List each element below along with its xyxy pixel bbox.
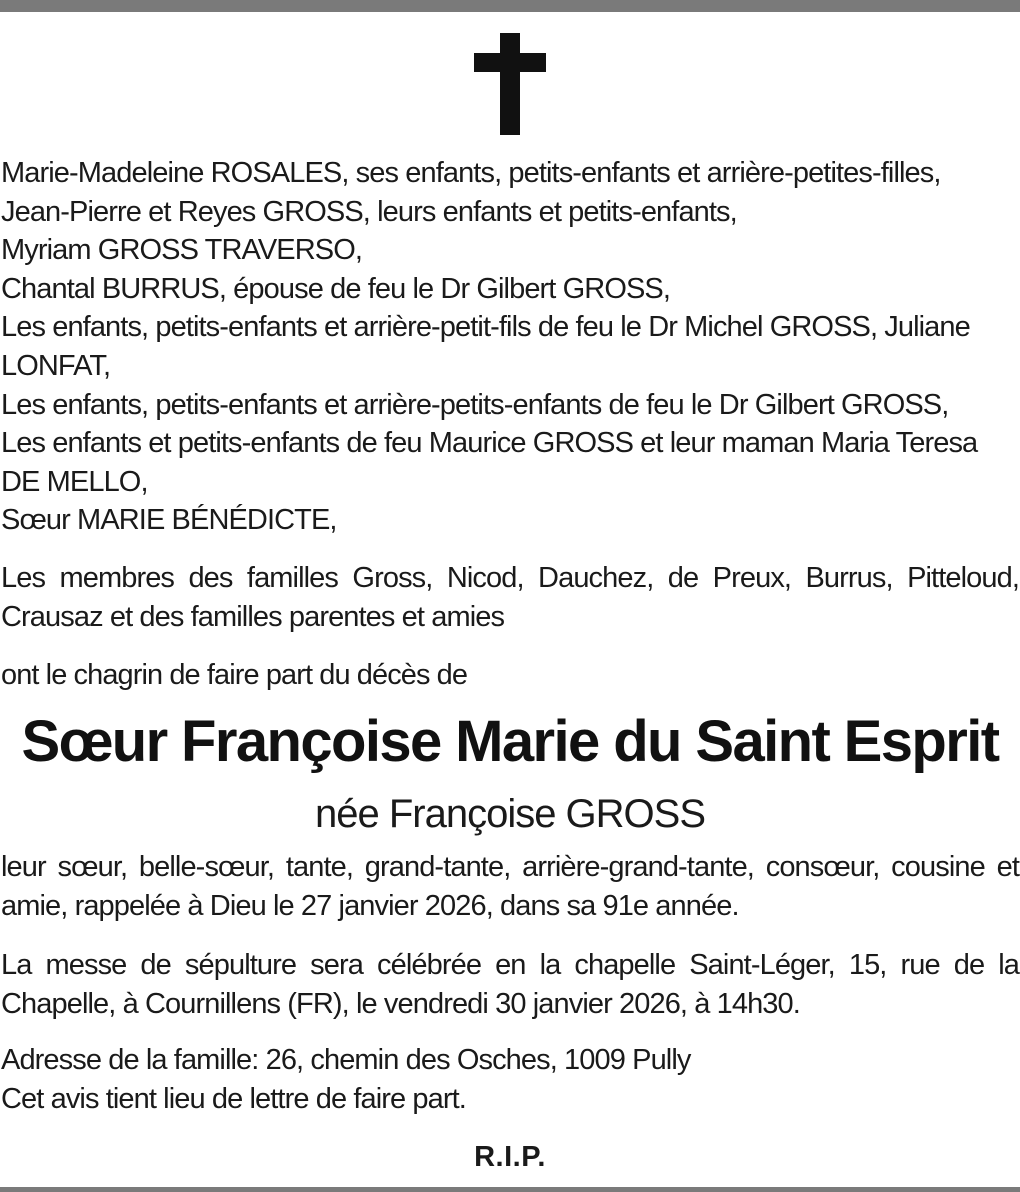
family-line: Myriam GROSS TRAVERSO, [1,234,363,267]
family-line: Marie-Madeleine ROSALES, ses enfants, petits-enfants et arrière-petites-filles, [1,157,941,189]
family-line: Jean-Pierre et Reyes GROSS, leurs enfants et petits-enfants, [1,195,737,228]
birth-name: née Françoise GROSS [314,792,706,836]
family-line: Les enfants, petits-enfants et arrière-petit-fils de feu le Dr Michel GROSS, Juliane [1,311,970,344]
bottom-rule [0,1187,1020,1192]
family-line: Les enfants et petits-enfants de feu Maurice GROSS et leur maman Maria Teresa [1,427,978,460]
family-address: Adresse de la famille: 26, chemin des Osches, 1009 Pully [1,1044,691,1076]
members-paragraph: Les membres des familles Gross, Nicod, Dauchez, de Preux, Burrus, Pitteloud, Crausaz et des familles parentes et amies [1,562,1019,633]
ceremony-paragraph: La messe de sépulture sera célébrée en la chapelle Saint-Léger, 15, rue de la Chapelle, à Cournillens (FR), le vendredi 30 janvier 2026, à 14h30. [1,949,1019,1020]
family-line: Les enfants, petits-enfants et arrière-petits-enfants de feu le Dr Gilbert GROSS, [1,388,949,421]
announcement-line: ont le chagrin de faire part du décès de [1,659,468,691]
notice-line: Cet avis tient lieu de lettre de faire part. [1,1082,466,1115]
deceased-name: Sœur Françoise Marie du Saint Esprit [21,709,999,774]
top-rule [0,0,1020,12]
relation-paragraph: leur sœur, belle-sœur, tante, grand-tante, arrière-grand-tante, consœur, cousine et amie, rappelée à Dieu le 27 janvier 2026, dans sa 91e année. [1,851,1019,922]
rip-closing: R.I.P. [474,1141,546,1173]
family-line: LONFAT, [1,349,111,382]
address-block [1,1041,1019,1118]
family-list [1,154,1019,540]
family-line: Sœur MARIE BÉNÉDICTE, [1,504,337,537]
family-line: Chantal BURRUS, épouse de feu le Dr Gilbert GROSS, [1,272,671,305]
cross-icon [474,33,546,135]
family-line: DE MELLO, [1,465,148,498]
